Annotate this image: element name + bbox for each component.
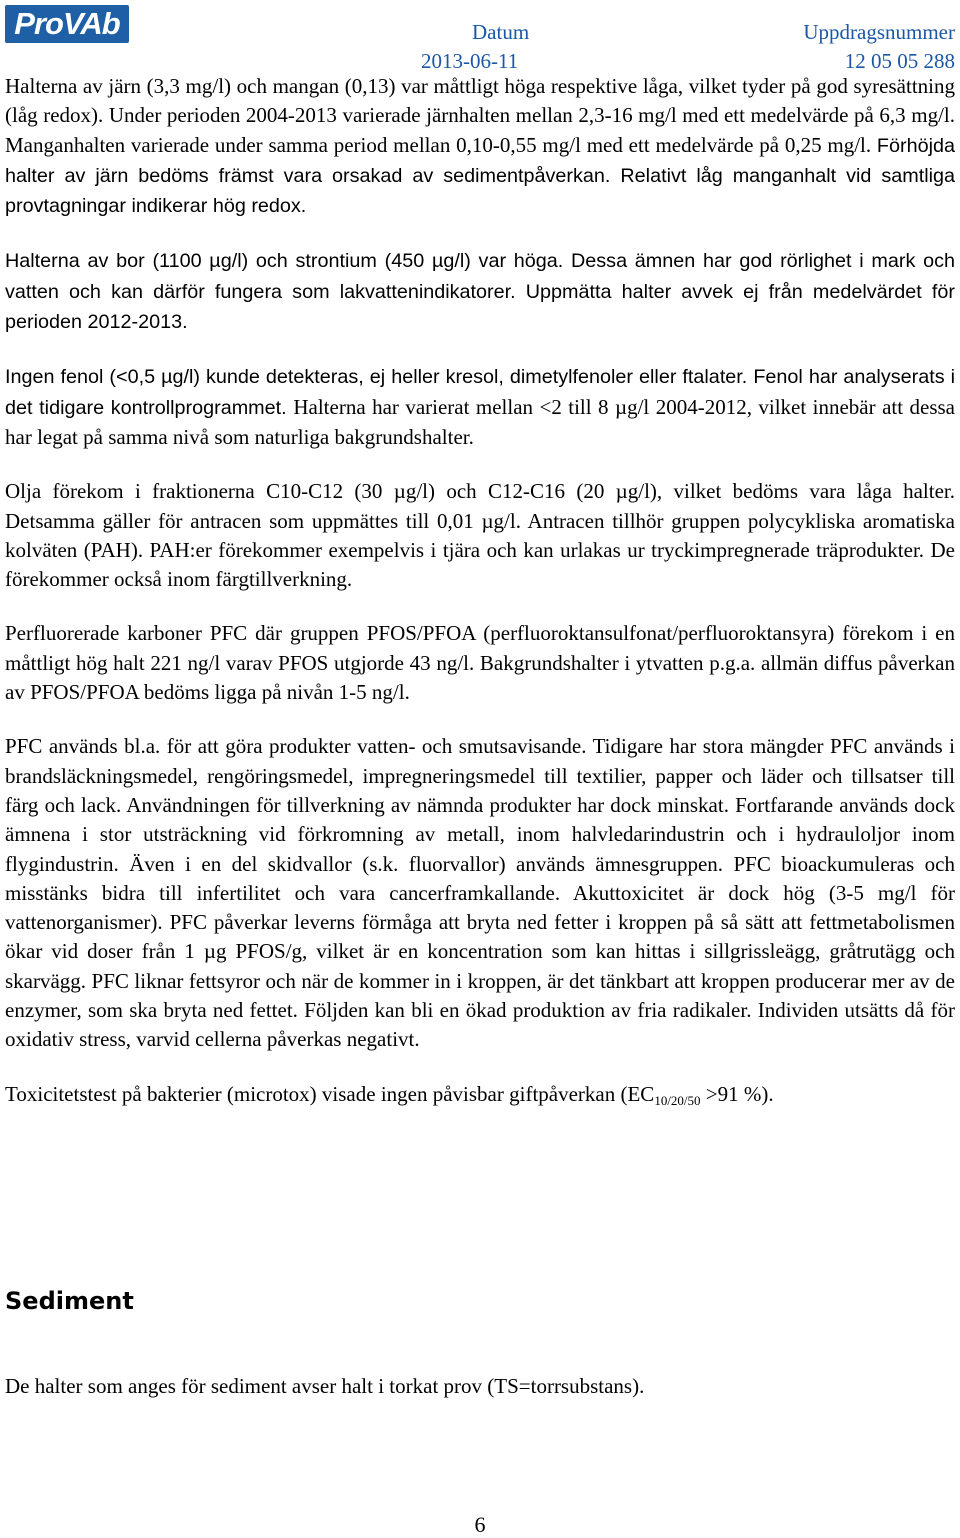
paragraph-pfc-intro: Perfluorerade karboner PFC där gruppen PFOS/PFOA (perfluoroktansulfonat/perfluoroktansyra) förekom i en måttligt hög halt 221 ng/l varav PFOS utgjorde 43 ng/l. Bakgrundshalter i ytvatten p.g.a. allmän diffus påverkan av PFOS/PFOA bedöms ligga på nivån 1-5 ng/l. [5,621,955,705]
paragraph-boron-strontium [5,246,955,337]
paragraph-sediment: De halter som anges för sediment avser halt i torkat prov (TS=torrsubstans). [5,1374,645,1398]
paragraph-iron-manganese-text-b: Förhöjda halter av järn bedöms främst vara orsakad av sedimentpåverkan. Relativt låg manganhalt vid samtliga provtagningar indikerar hög redox. [5,134,955,218]
paragraph-pfc-usage: PFC används bl.a. för att göra produkter vatten- och smutsavisande. Tidigare har stora mängder PFC används i brandsläckningsmedel, rengöringsmedel, impregneringsmedel till textilier, papper och läder och tillsatser till färg och lack. Användningen för tillverkning av nämnda produkter har dock minskat. Fortfarande används dock ämnena i stor utsträckning vid förkromning av metall, inom halvledarindustrin och i hydrauloljor inom flygindustrin. Även i en del skidvallor (s.k. fluorvallor) används ämnesgruppen. PFC bioackumuleras och misstänks bidra till infertilitet och vara cancerframkallande. Akuttoxicitet är dock hög (3-5 mg/l för vattenorganismer). PFC påverkar leverns förmåga att bryta ned fetter i kroppen på så sätt att fettmetabolismen ökar vid doser från 1 µg PFOS/g, vilket är en koncentration som kan hittas i sillgrissleägg, gråtrutägg och skarvägg. PFC liknar fettsyror och när de kommer in i kroppen, är det tänkbart att kroppen producerar mer av de enzymer, som ska bryta ned fettet. Följden kan bli en ökad produktion av fria radikaler. Individen utsätts då för oxidativ stress, varvid cellerna påverkas negativt. [5,734,955,1052]
page-number: 6 [474,1512,486,1537]
paragraph-iron-manganese [5,72,955,221]
paragraph-phenol-text-b: Halterna har varierat mellan <2 till 8 µg/l 2004-2012, vilket innebär att dessa har legat på samma nivå som naturliga bakgrundshalter. [5,394,955,449]
provab-logo: ProVAb [5,5,129,43]
toxicity-text: Toxicitetstest på bakterier (microtox) visade ingen påvisbar giftpåverkan (EC [5,1081,655,1106]
toxicity-text-end: >91 %). [700,1081,774,1106]
paragraph-iron-manganese-text-a: Halterna av järn (3,3 mg/l) och mangan (0,13) var måttligt höga respektive låga, vilket tyder på god syresättning (låg redox). Under perioden 2004-2013 varierade järnhalten mellan 2,3-16 mg/l med ett medelvärde på 6,3 mg/l. Manganhalten varierade under samma period mellan 0,10-0,55 mg/l med ett medelvärde på 0,25 mg/l. [5,74,955,157]
page-header [0,0,960,80]
paragraph-phenol-text-a: Ingen fenol (<0,5 µg/l) kunde detekteras, ej heller kresol, dimetylfenoler eller ftalater. Fenol har analyserats i det tidigare kontrollprogrammet. [5,366,955,419]
section-heading-sediment: Sediment [5,1287,134,1315]
assignment-number-label: Uppdragsnummer [803,20,955,44]
date-value: 2013-06-11 [421,49,519,73]
paragraph-phenol [5,362,955,452]
toxicity-subscript: 10/20/50 [654,1092,701,1108]
document-body [5,72,955,1134]
paragraph-oil: Olja förekom i fraktionerna C10-C12 (30 µg/l) och C12-C16 (20 µg/l), vilket bedöms vara låga halter. Detsamma gäller för antracen som uppmättes till 0,01 µg/l. Antracen tillhör gruppen polycykliska aromatiska kolväten (PAH). PAH:er förekommer exempelvis i tjära och kan urlakas ur tryckimpregnerade träprodukter. De förekommer också inom färgtillverkning. [5,479,955,592]
paragraph-boron-strontium-text-b: Dessa ämnen har god rörlighet i mark och vatten och kan därför fungera som lakvattenindikatorer. Uppmätta halter avvek ej från medelvärdet för perioden 2012-2013. [5,250,955,334]
paragraph-boron-strontium-text-a: Halterna av bor (1100 µg/l) och strontium (450 µg/l) var höga. [5,250,571,273]
paragraph-toxicity [5,1080,955,1109]
date-label: Datum [472,20,530,44]
assignment-number-value: 12 05 05 288 [844,49,955,73]
